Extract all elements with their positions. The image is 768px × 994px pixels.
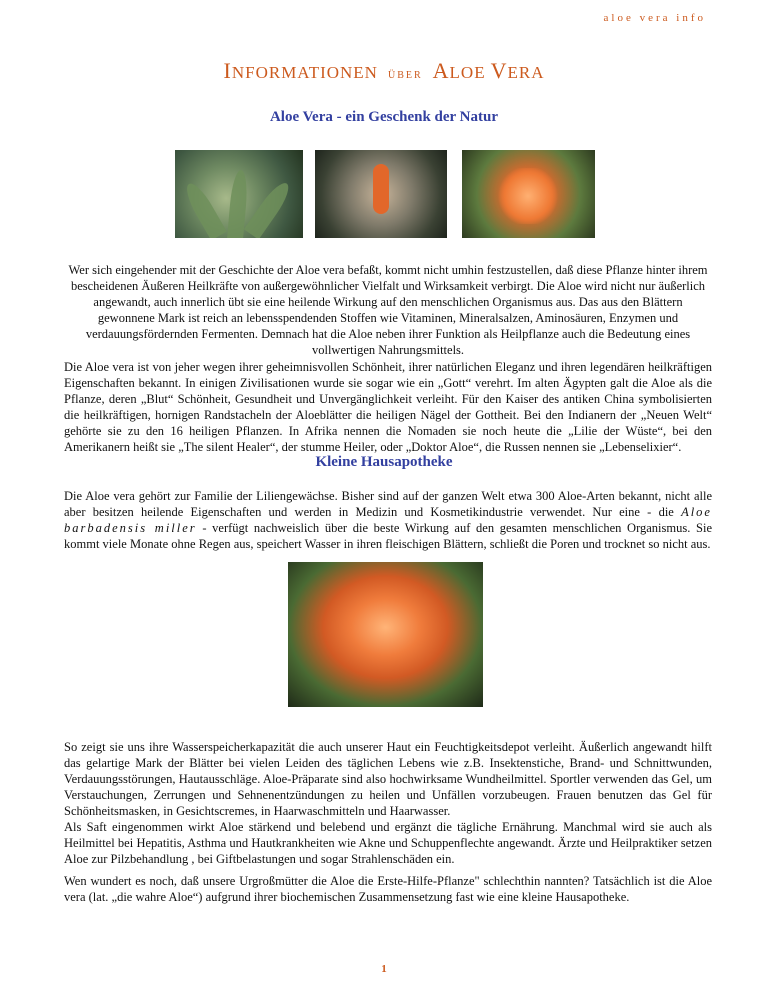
aloe-plant-photo (175, 150, 303, 238)
site-label: aloe vera info (603, 12, 706, 24)
page-number: 1 (381, 963, 387, 975)
aloe-blossom-large-photo (288, 562, 483, 707)
skin-paragraph: So zeigt sie uns ihre Wasserspeicherkapazität die auch unserer Haut ein Feuchtigkeitsdepot verleiht. Äußerlich angewandt hilft das gelartige Mark der Blätter bei vielen Leiden des täglichen Lebens wie z.B. Insektenstiche, Brand- und Schnittwunden, Verdauungsstörungen, Hautausschläge. Aloe-Präparate sind also hochwirksame Wundheilmittel. Sportler verwenden das Gel, um Verstauchungen, Zerrungen und Sehnenentzündungen zu heilen und Unfällen vorzubeugen. Frauen benutzen das Gel für Schönheitsmasken, in Gesichtscremes, in Haarwaschmitteln und Haarwasser. (64, 740, 712, 818)
aloe-blossom-photo (462, 150, 595, 238)
section-heading-geschenk: Aloe Vera - ein Geschenk der Natur (269, 109, 499, 125)
juice-paragraph: Als Saft eingenommen wirkt Aloe stärkend und belebend und ergänzt die tägliche Ernährung. Manchmal wird sie auch als Heilmittel bei Hepatitis, Asthma und Hautkrankheiten wie Akne und Schuppenflechte angewandt. Ärzte und Heilpraktiker setzen Aloe zur Pilzbehandlung , bei Giftbelastungen und sogar Strahlenschäden ein. (64, 820, 712, 866)
intro-paragraph: Wer sich eingehender mit der Geschichte der Aloe vera befaßt, kommt nicht umhin festzustellen, daß diese Pflanze hinter ihrem bescheidenen Äußeren Heilkräfte von außergewöhnlicher Vielfalt und Wirksamkeit verbirgt. Die Aloe wird nicht nur äußerlich angewandt, auch innerlich übt sie eine heilende Wirkung auf den menschlichen Organismus aus. Das aus den Blättern gewonnene Mark ist reich an lebensspendenden Stoffen wie Vitaminen, Mineralsalzen, Aminosäuren, Enzymen und verdauungsfördernden Fermenten. Demnach hat die Aloe neben ihrer Funktion als Heilpflanze auch die Bedeutung eines vollwertigen Nahrungsmittels. (68, 263, 708, 357)
species-name: Aloe barbadensis miller (64, 505, 712, 535)
history-paragraph: Die Aloe vera ist von jeher wegen ihrer geheimnisvollen Schönheit, ihrer natürlichen Eleganz und ihren legendären heilkräftigen Eigenschaften bekannt. In einigen Zivilisationen wurde sie sogar wie ein „Gott“ verehrt. Im alten Ägypten galt die Aloe als die Pflanze, deren „Blut“ Schönheit, Gesundheit und Unvergänglichkeit verleiht. Für den Kaiser des antiken China symbolisierten die heilkräftigen, hornigen Randstacheln der Aloeblätter die heiligen Nägel der Gottheit. Bei den Indianern der „Neuen Welt“ gehörte sie zu den 16 heiligen Pflanzen. In Afrika nennen die Nomaden sie noch heute die „Lilie der Wüste“, bei den Amerikanern heißt sie „The silent Healer“, der stumme Heiler, oder „Doktor Aloe“, die Russen nennen sie „Lebenselixier“. (64, 360, 712, 454)
section-heading-hausapotheke: Kleine Hausapotheke (315, 454, 453, 470)
aloe-flower-photo (315, 150, 447, 238)
photo-row (175, 150, 595, 238)
conclusion-paragraph: Wen wundert es noch, daß unsere Urgroßmütter die Aloe die Erste-Hilfe-Pflanze" schlechthin nannten? Tatsächlich ist die Aloe vera (lat. „die wahre Aloe“) aufgrund ihrer biochemischen Zusammensetzung fast wie eine kleine Hausapotheke. (64, 874, 712, 904)
page-title: INFORMATIONEN ÜBER ALOE VERA (223, 58, 545, 83)
species-paragraph: Die Aloe vera gehört zur Familie der Liliengewächse. Bisher sind auf der ganzen Welt etwa 300 Aloe-Arten bekannt, nicht alle aber besitzen heilende Eigenschaften und werden in Medizin und Kosmetikindustrie verwendet. Nur eine - die Aloe barbadensis miller - verfügt nachweislich über die beste Wirkung auf den gesamten menschlichen Organismus. Sie kommt viele Monate ohne Regen aus, speichert Wasser in ihren fleischigen Blättern, schließt die Poren und trocknet so nicht aus. (64, 489, 712, 551)
